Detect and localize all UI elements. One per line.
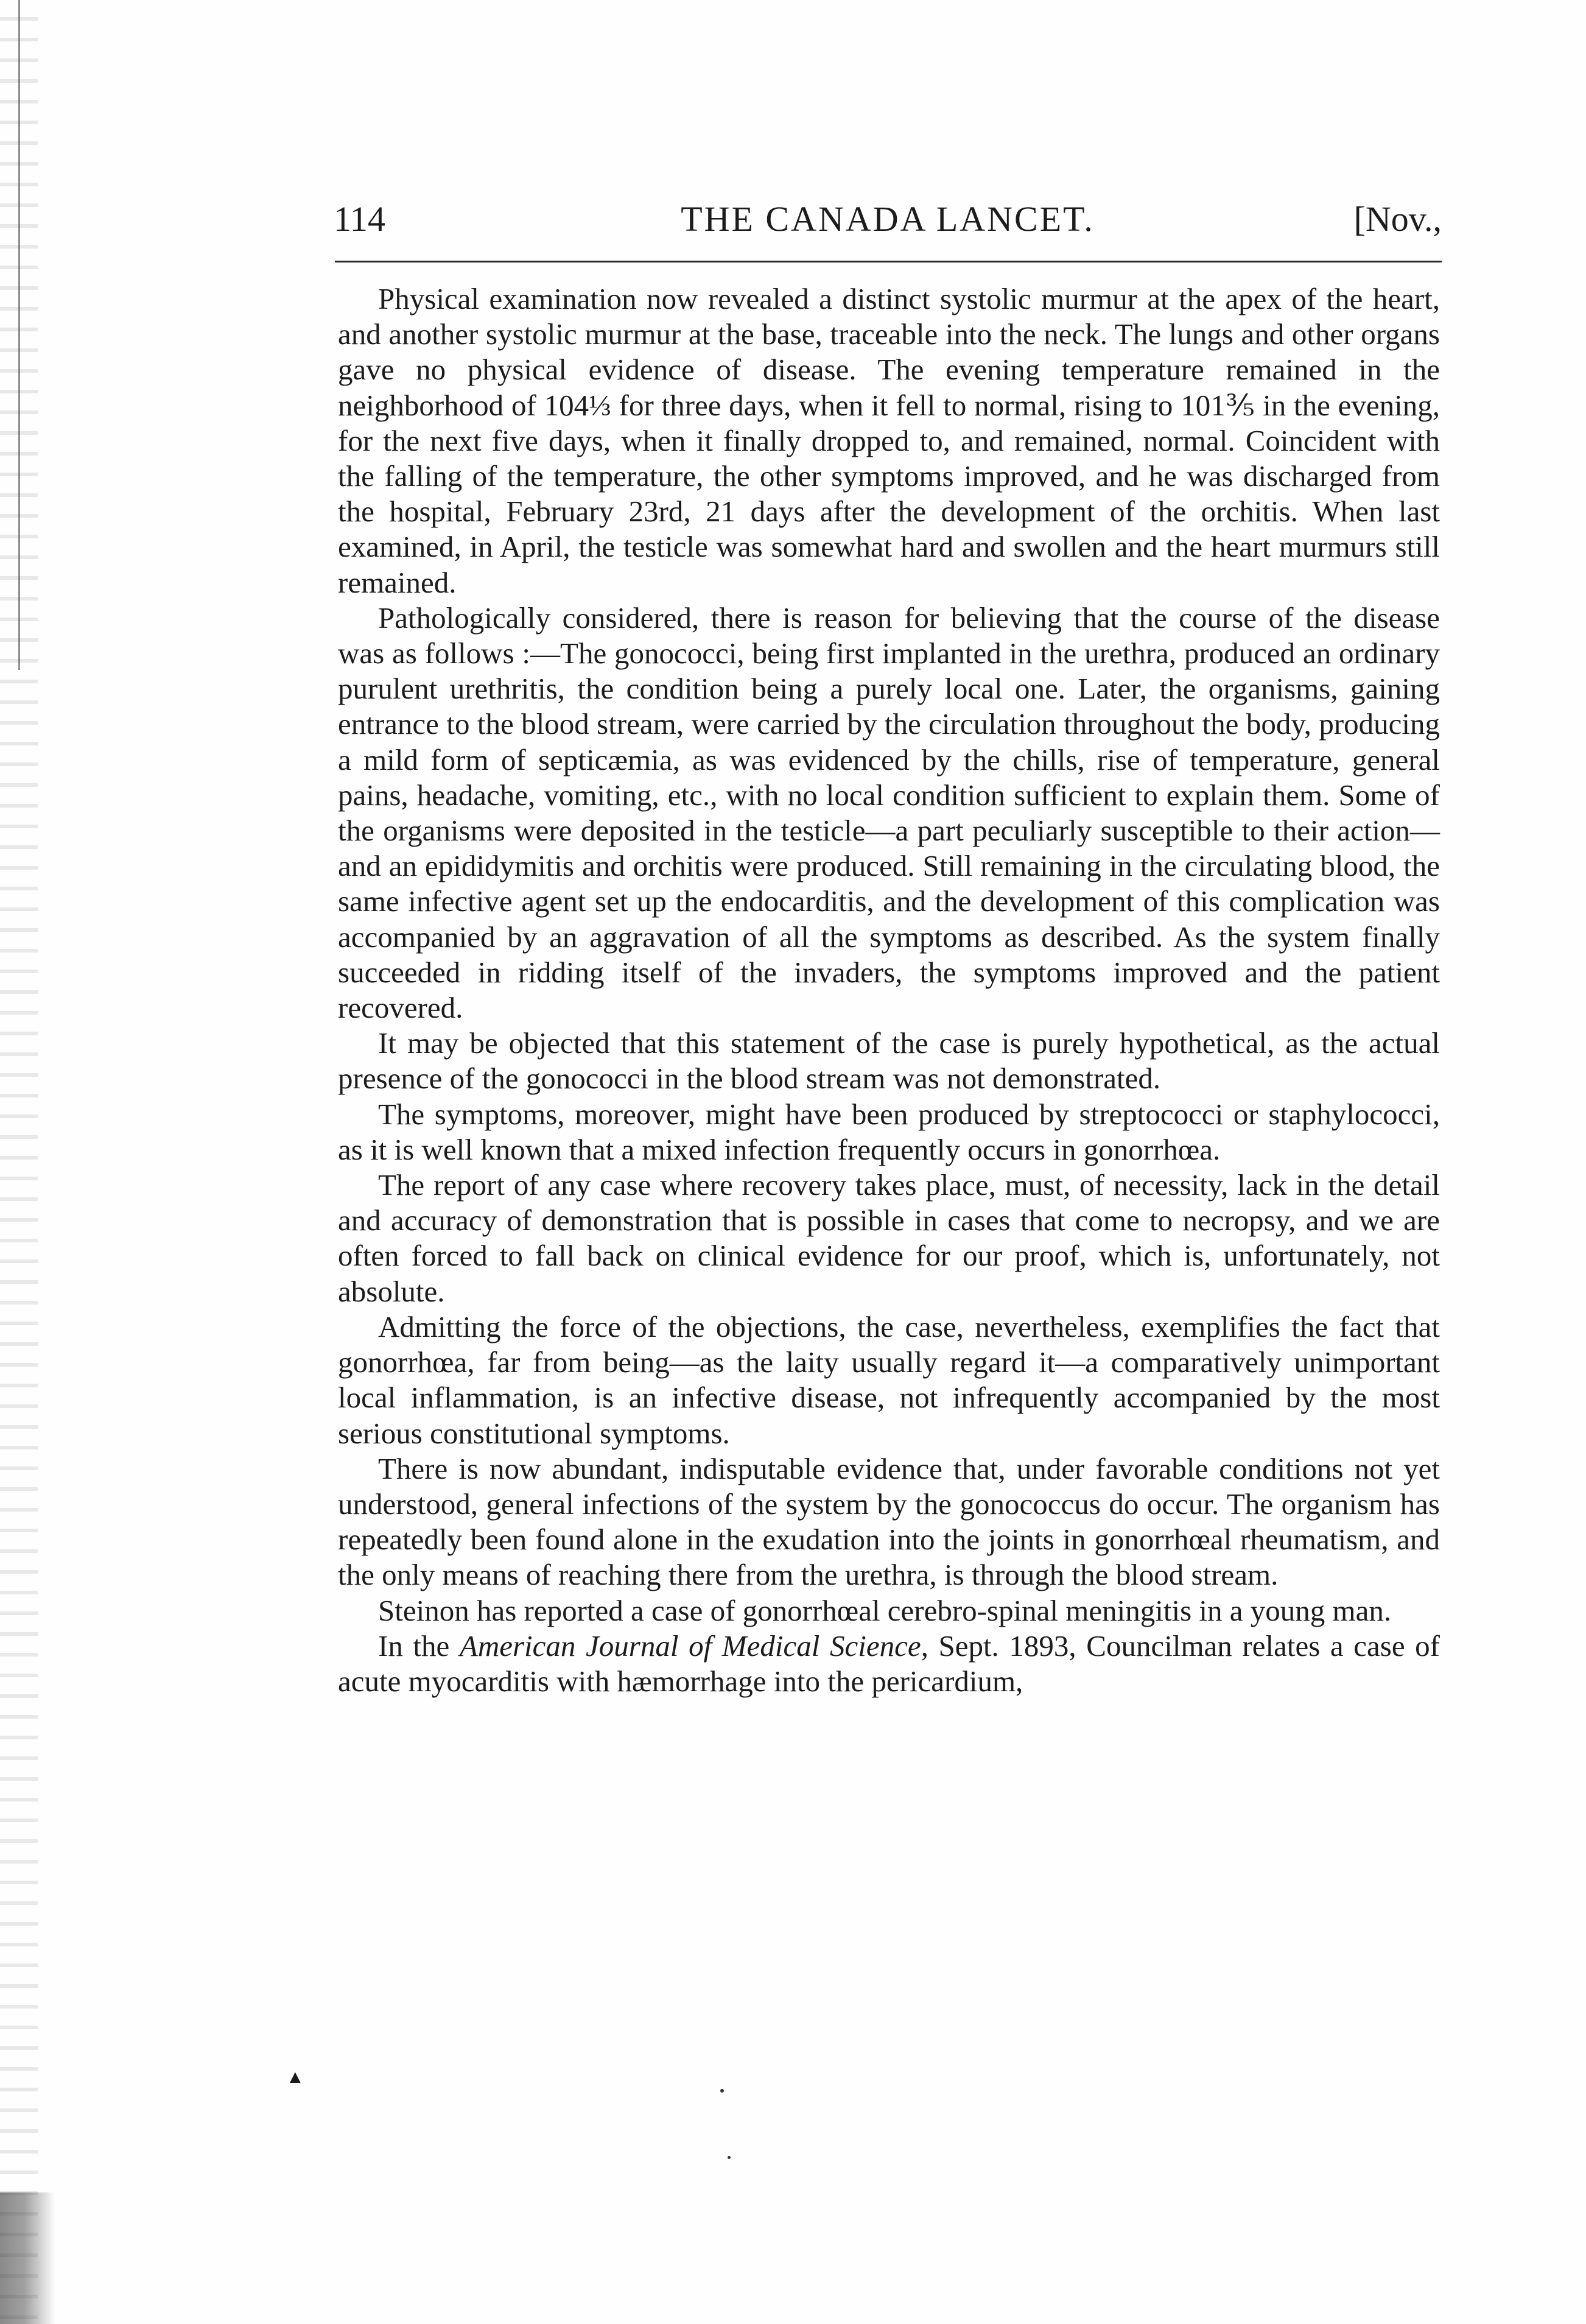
ink-speck: [720, 2089, 724, 2093]
paragraph-lead: In the: [378, 1629, 460, 1663]
journal-title: THE CANADA LANCET.: [681, 199, 1095, 239]
binding-corner-shadow: [0, 2192, 55, 2324]
paragraph: The report of any case where recovery takes place, must, of necessity, lack in the detail and accuracy of demonstration that is possible in cases that come to necropsy, and we are often forced to fall back on clinical evidence for our proof, which is, unfortunately, not absolute.: [338, 1168, 1440, 1308]
paragraph: Steinon has reported a case of gonorrhœal cerebro-spinal meningitis in a young man.: [378, 1593, 1392, 1627]
binding-line: [18, 0, 20, 670]
cited-journal: American Journal of Medical Science,: [459, 1629, 928, 1663]
margin-mark-icon: ▲: [286, 2067, 304, 2087]
running-header: [334, 194, 1442, 245]
paragraph: Admitting the force of the objections, the case, nevertheless, exemplifies the fact that gonorrhœa, far from being—as the laity usually regard it—a comparatively unimportant local inflammation, is an infective disease, not infrequently accompanied by the most serious constitutional symptoms.: [338, 1309, 1440, 1450]
page-number: 114: [334, 199, 385, 239]
paragraph: It may be objected that this statement of the case is purely hypothetical, as the actual presence of the gonococci in the blood stream was not demonstrated.: [338, 1026, 1440, 1096]
paragraph-tail: Sept. 1893, Councilman relates a case of acute myocarditis with hæmorrhage into the pericardium,: [338, 1629, 1440, 1698]
article-body: [338, 281, 1440, 1699]
paragraph: The symptoms, moreover, might have been produced by streptococci or staphylococci, as it is well known that a mixed infection frequently occurs in gonorrhœa.: [338, 1097, 1440, 1166]
paragraph-last: [338, 1629, 1440, 1699]
issue-date: [Nov.,: [1353, 199, 1442, 239]
paragraph: Pathologically considered, there is reason for believing that the course of the disease was as follows :—The gonococci, being first implanted in the urethra, produced an ordinary purulent urethritis, the condition being a purely local one. Later, the organisms, gaining entrance to the blood stream, were carried by the circulation throughout the body, producing a mild form of septicæmia, as was evidenced by the chills, rise of temperature, general pains, headache, vomiting, etc., with no local condition sufficient to explain them. Some of the organisms were deposited in the testicle—a part peculiarly susceptible to their action—and an epididymitis and orchitis were produced. Still remaining in the circulating blood, the same infective agent set up the endocarditis, and the development of this complication was accompanied by an aggravation of all the symptoms as described. As the system finally succeeded in ridding itself of the invaders, the symptoms improved and the patient recovered.: [338, 600, 1440, 1025]
paragraph: There is now abundant, indisputable evidence that, under favorable conditions not yet understood, general infections of the system by the gonococcus do occur. The organism has repeatedly been found alone in the exudation into the joints in gonorrhœal rheumatism, and the only means of reaching there from the urethra, is through the blood stream.: [338, 1451, 1440, 1592]
header-rule: [335, 261, 1442, 262]
paragraph: Physical examination now revealed a distinct systolic murmur at the apex of the heart, and another systolic murmur at the base, traceable into the neck. The lungs and other organs gave no physical evidence of disease. The evening temperature remained in the neighborhood of 104⅓ for three days, when it fell to normal, rising to 101⅗ in the evening, for the next five days, when it finally dropped to, and remained, normal. Coincident with the falling of the temperature, the other symptoms improved, and he was discharged from the hospital, February 23rd, 21 days after the development of the orchitis. When last examined, in April, the testicle was somewhat hard and swollen and the heart murmurs still remained.: [338, 282, 1440, 599]
ink-speck: [728, 2156, 731, 2159]
